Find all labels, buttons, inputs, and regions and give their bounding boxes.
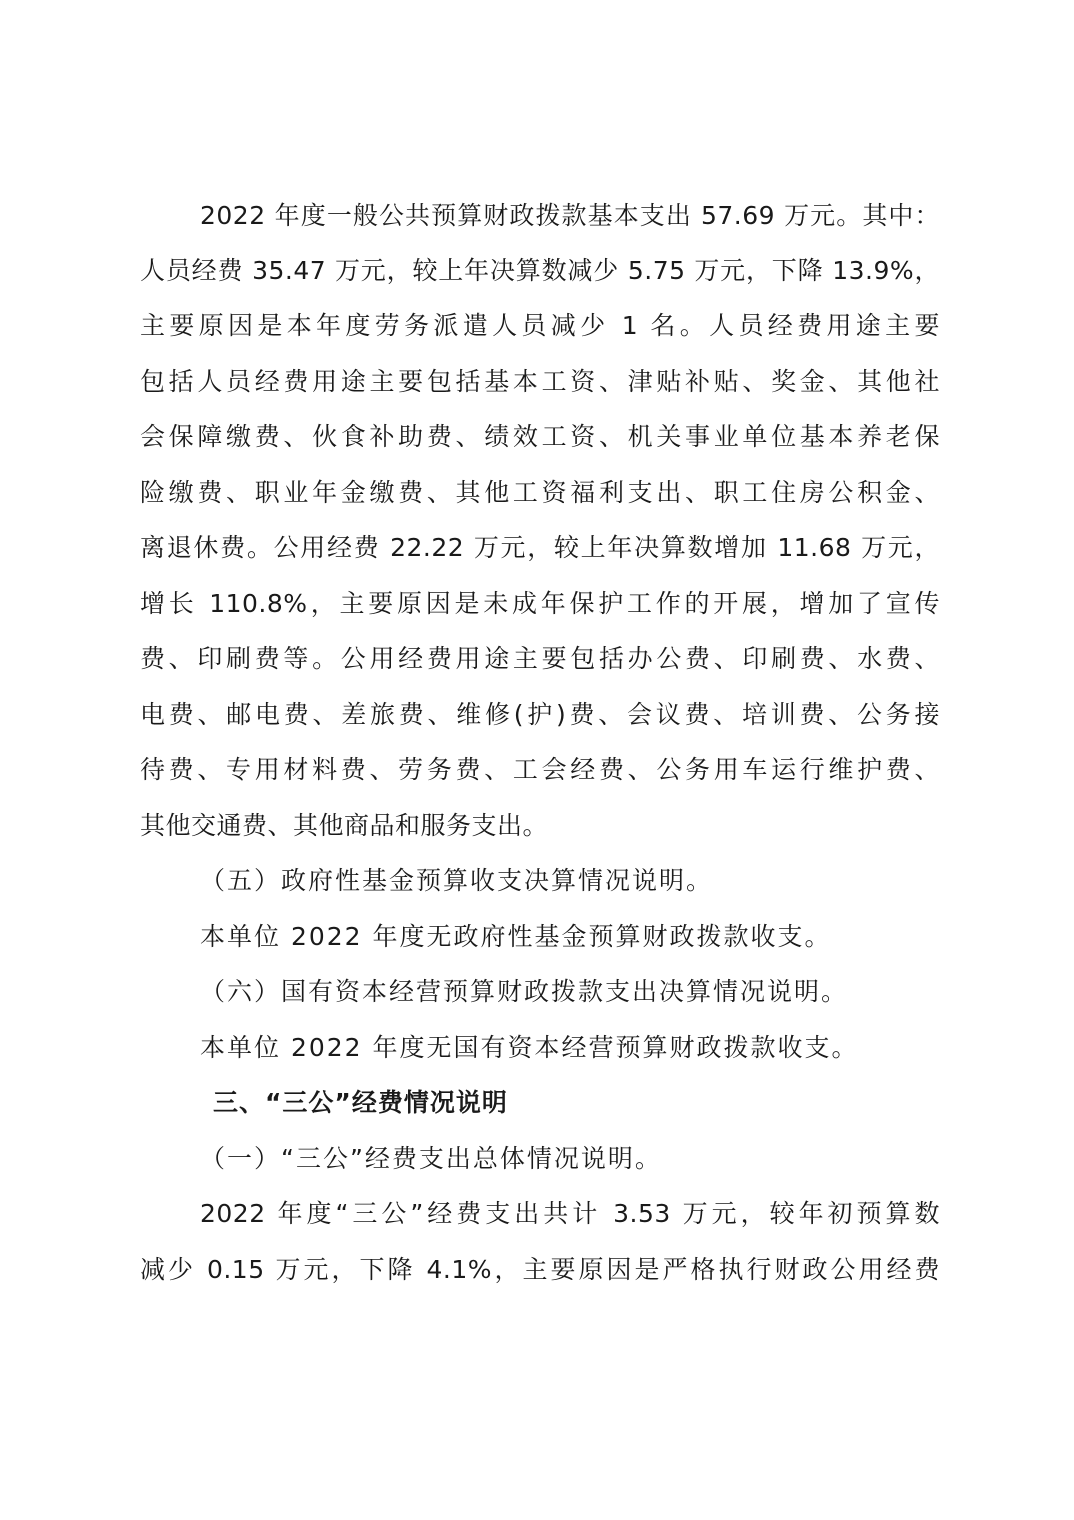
paragraph-line: 本单位 2022 年度无国有资本经营预算财政拨款收支。 (200, 1033, 859, 1062)
paragraph-line: 会保障缴费、伙食补助费、绩效工资、机关事业单位基本养老保 (140, 422, 940, 451)
paragraph-line: 主要原因是本年度劳务派遣人员减少 1 名。人员经费用途主要 (140, 311, 940, 340)
paragraph-line: 2022 年度一般公共预算财政拨款基本支出 57.69 万元。其中： (200, 201, 940, 230)
section-heading: （一）“三公”经费支出总体情况说明。 (200, 1144, 662, 1173)
paragraph-line: 电费、邮电费、差旅费、维修(护)费、会议费、培训费、公务接 (140, 700, 940, 729)
section-heading: （六）国有资本经营预算财政拨款支出决算情况说明。 (200, 977, 849, 1006)
paragraph-line: 增长 110.8%，主要原因是未成年保护工作的开展，增加了宣传 (140, 589, 940, 618)
paragraph-line: 险缴费、职业年金缴费、其他工资福利支出、职工住房公积金、 (140, 478, 940, 507)
paragraph-line: 2022 年度“三公”经费支出共计 3.53 万元，较年初预算数 (200, 1199, 940, 1228)
paragraph-line: 其他交通费、其他商品和服务支出。 (140, 811, 549, 840)
section-heading: （五）政府性基金预算收支决算情况说明。 (200, 866, 714, 895)
chapter-heading: 三、“三公”经费情况说明 (213, 1088, 508, 1117)
paragraph-line: 减少 0.15 万元，下降 4.1%，主要原因是严格执行财政公用经费 (140, 1255, 940, 1284)
paragraph-line: 包括人员经费用途主要包括基本工资、津贴补贴、奖金、其他社 (140, 367, 940, 396)
paragraph-line: 离退休费。公用经费 22.22 万元，较上年决算数增加 11.68 万元， (140, 533, 940, 562)
paragraph-line: 费、印刷费等。公用经费用途主要包括办公费、印刷费、水费、 (140, 644, 940, 673)
paragraph-line: 人员经费 35.47 万元，较上年决算数减少 5.75 万元，下降 13.9%， (140, 256, 940, 285)
paragraph-line: 本单位 2022 年度无政府性基金预算财政拨款收支。 (200, 922, 832, 951)
paragraph-line: 待费、专用材料费、劳务费、工会经费、公务用车运行维护费、 (140, 755, 940, 784)
